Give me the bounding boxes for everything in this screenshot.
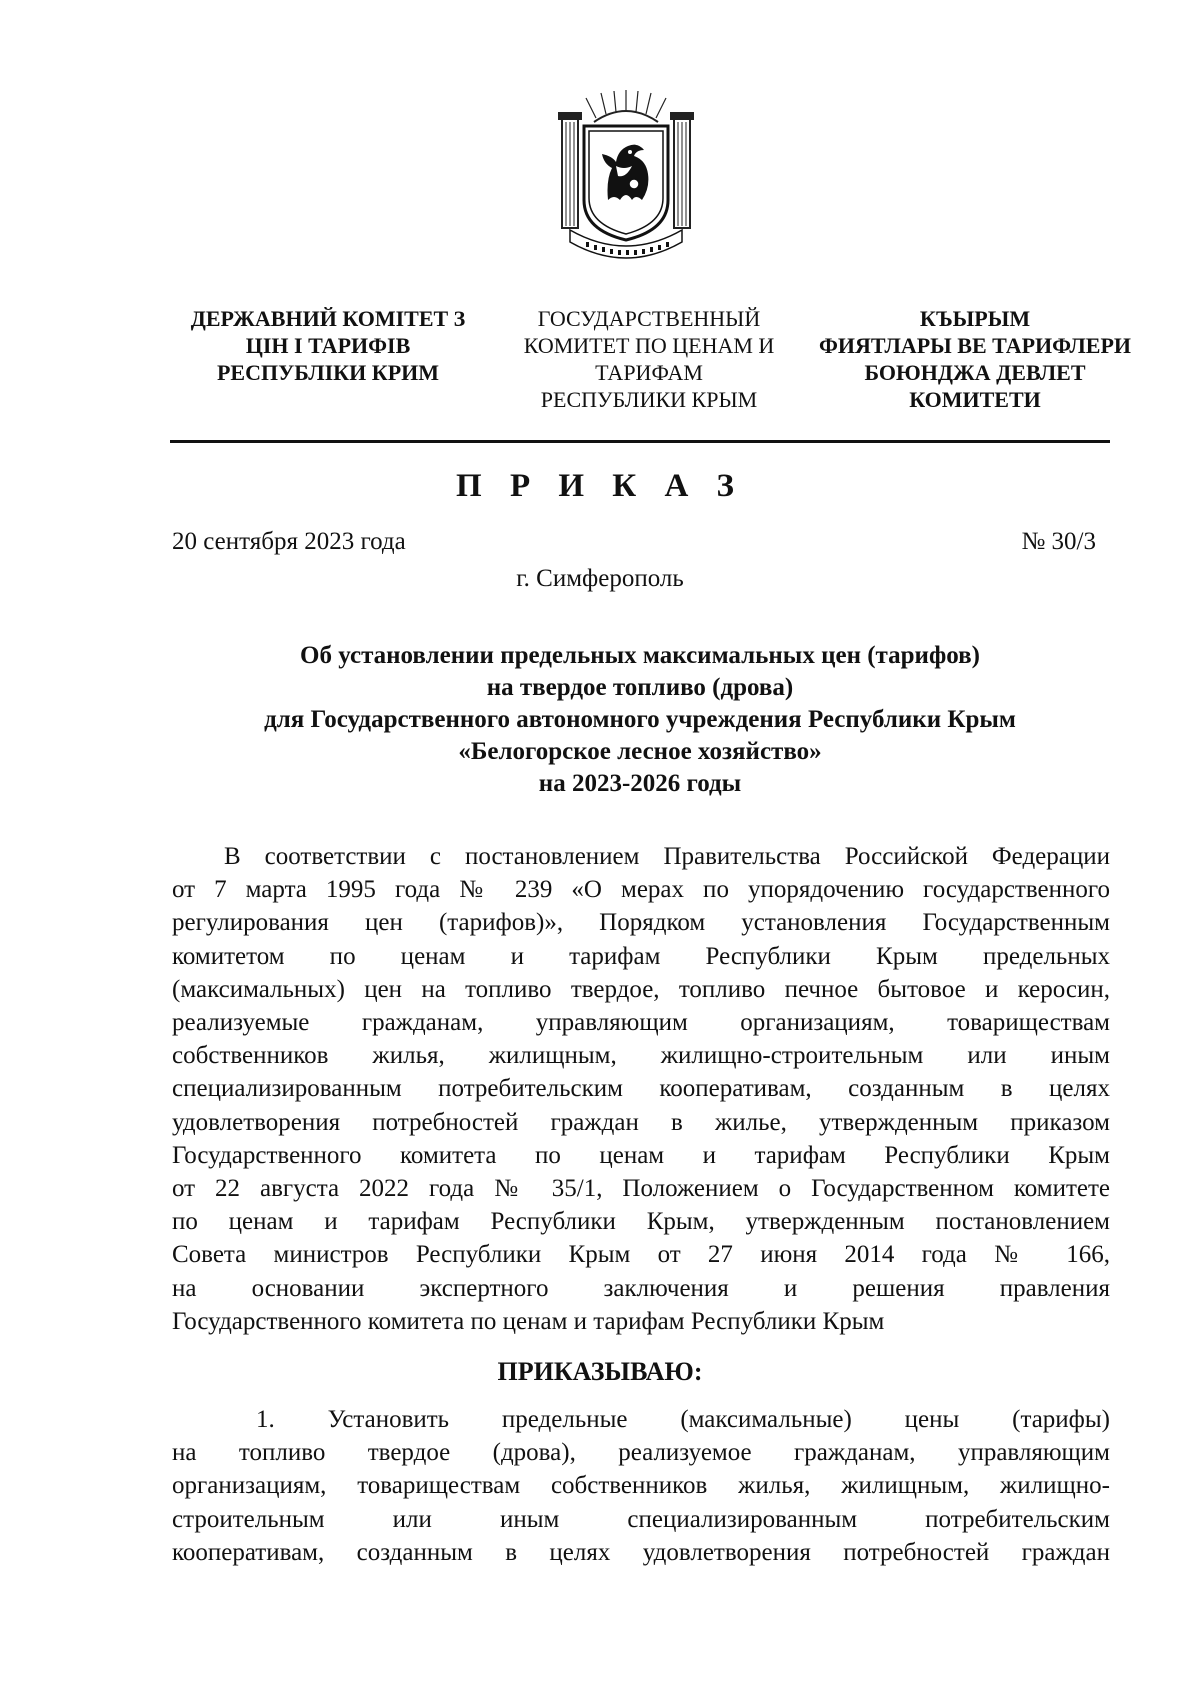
preamble-line: комитетом по ценам и тарифам Республики Крым предельных [172,942,1110,970]
preamble-line: по ценам и тарифам Республики Крым, утвержденным постановлением [172,1208,1110,1236]
preamble-line: реализуемые гражданам, управляющим организациям, товариществам [172,1009,1110,1037]
coat-of-arms-icon [556,90,696,260]
preamble-line: В соответствии с постановлением Правительства Российской Федерации [224,843,1110,870]
title-line: для Государственного автономного учреждения Республики Крым [264,706,1016,733]
document-title [160,640,1120,800]
header-russian-line: ТАРИФАМ [595,360,703,385]
title-line: на твердое топливо (дрова) [486,674,794,701]
header-russian-line: КОМИТЕТ ПО ЦЕНАМ И [523,333,775,358]
header-ukrainian-line: РЕСПУБЛІКИ КРИМ [216,360,440,385]
header-ukrainian-line: ЦІН І ТАРИФІВ [245,333,411,358]
preamble-line: Совета министров Республики Крым от 27 июня 2014 года № 166, [172,1241,1110,1269]
clause-1 [172,1403,1110,1569]
preamble-line: собственников жилья, жилищным, жилищно-строительным или иным [172,1042,1110,1070]
preamble-line: (максимальных) цен на топливо твердое, топливо печное бытовое и керосин, [172,975,1110,1003]
header-crimean-tatar-line: КОМИТЕТИ [909,387,1041,412]
preamble-line: на основании экспертного заключения и решения правления [172,1274,1110,1302]
header-crimean-tatar-line: БОЮНДЖА ДЕВЛЕТ [864,360,1086,385]
preamble-line: Государственного комитета по ценам и тарифам Республики Крым [172,1307,885,1335]
header-russian-line: ГОСУДАРСТВЕННЫЙ [537,306,761,331]
clause-line: 1. Установить предельные (максимальные) цены (тарифы) [256,1406,1110,1433]
header-crimean-tatar [815,305,1135,413]
preamble-line: удовлетворения потребностей граждан в жилье, утвержденным приказом [172,1108,1110,1136]
title-line: на 2023-2026 годы [538,770,742,797]
title-line: Об установлении предельных максимальных цен (тарифов) [300,642,980,669]
header-crimean-tatar-line: ФИЯТЛАРЫ ВЕ ТАРИФЛЕРИ [818,333,1132,358]
header-ukrainian-line: ДЕРЖАВНИЙ КОМІТЕТ З [190,306,466,331]
clause-line: строительным или иным специализированным потребительским [172,1505,1110,1533]
clause-line: организациям, товариществам собственников жилья, жилищным, жилищно- [172,1472,1110,1500]
document-type: П Р И К А З [456,468,744,504]
preamble-line: Государственного комитета по ценам и тарифам Республики Крым [172,1141,1110,1169]
preamble [172,840,1110,1338]
preamble-line: от 7 марта 1995 года № 239 «О мерах по упорядочению государственного [172,876,1110,904]
clause-line: кооперативам, созданным в целях удовлетворения потребностей граждан [172,1538,1110,1566]
document-date: 20 сентября 2023 года [172,528,406,555]
header-ukrainian [178,305,478,386]
document-number: № 30/3 [1021,528,1096,555]
header-russian-line: РЕСПУБЛИКИ КРЫМ [540,387,758,412]
order-heading: ПРИКАЗЫВАЮ: [497,1357,703,1386]
document-city: г. Симферополь [516,565,684,592]
preamble-line: регулирования цен (тарифов)», Порядком установления Государственным [172,909,1110,937]
header-crimean-tatar-line: КЪЫРЫМ [919,306,1031,331]
clause-line: на топливо твердое (дрова), реализуемое гражданам, управляющим [172,1439,1110,1467]
preamble-line: от 22 августа 2022 года № 35/1, Положением о Государственном комитете [172,1175,1110,1203]
title-line: «Белогорское лесное хозяйство» [458,738,822,765]
header-divider [170,440,1110,443]
header-russian [494,305,804,413]
preamble-line: специализированным потребительским кооперативам, созданным в целях [172,1075,1110,1103]
